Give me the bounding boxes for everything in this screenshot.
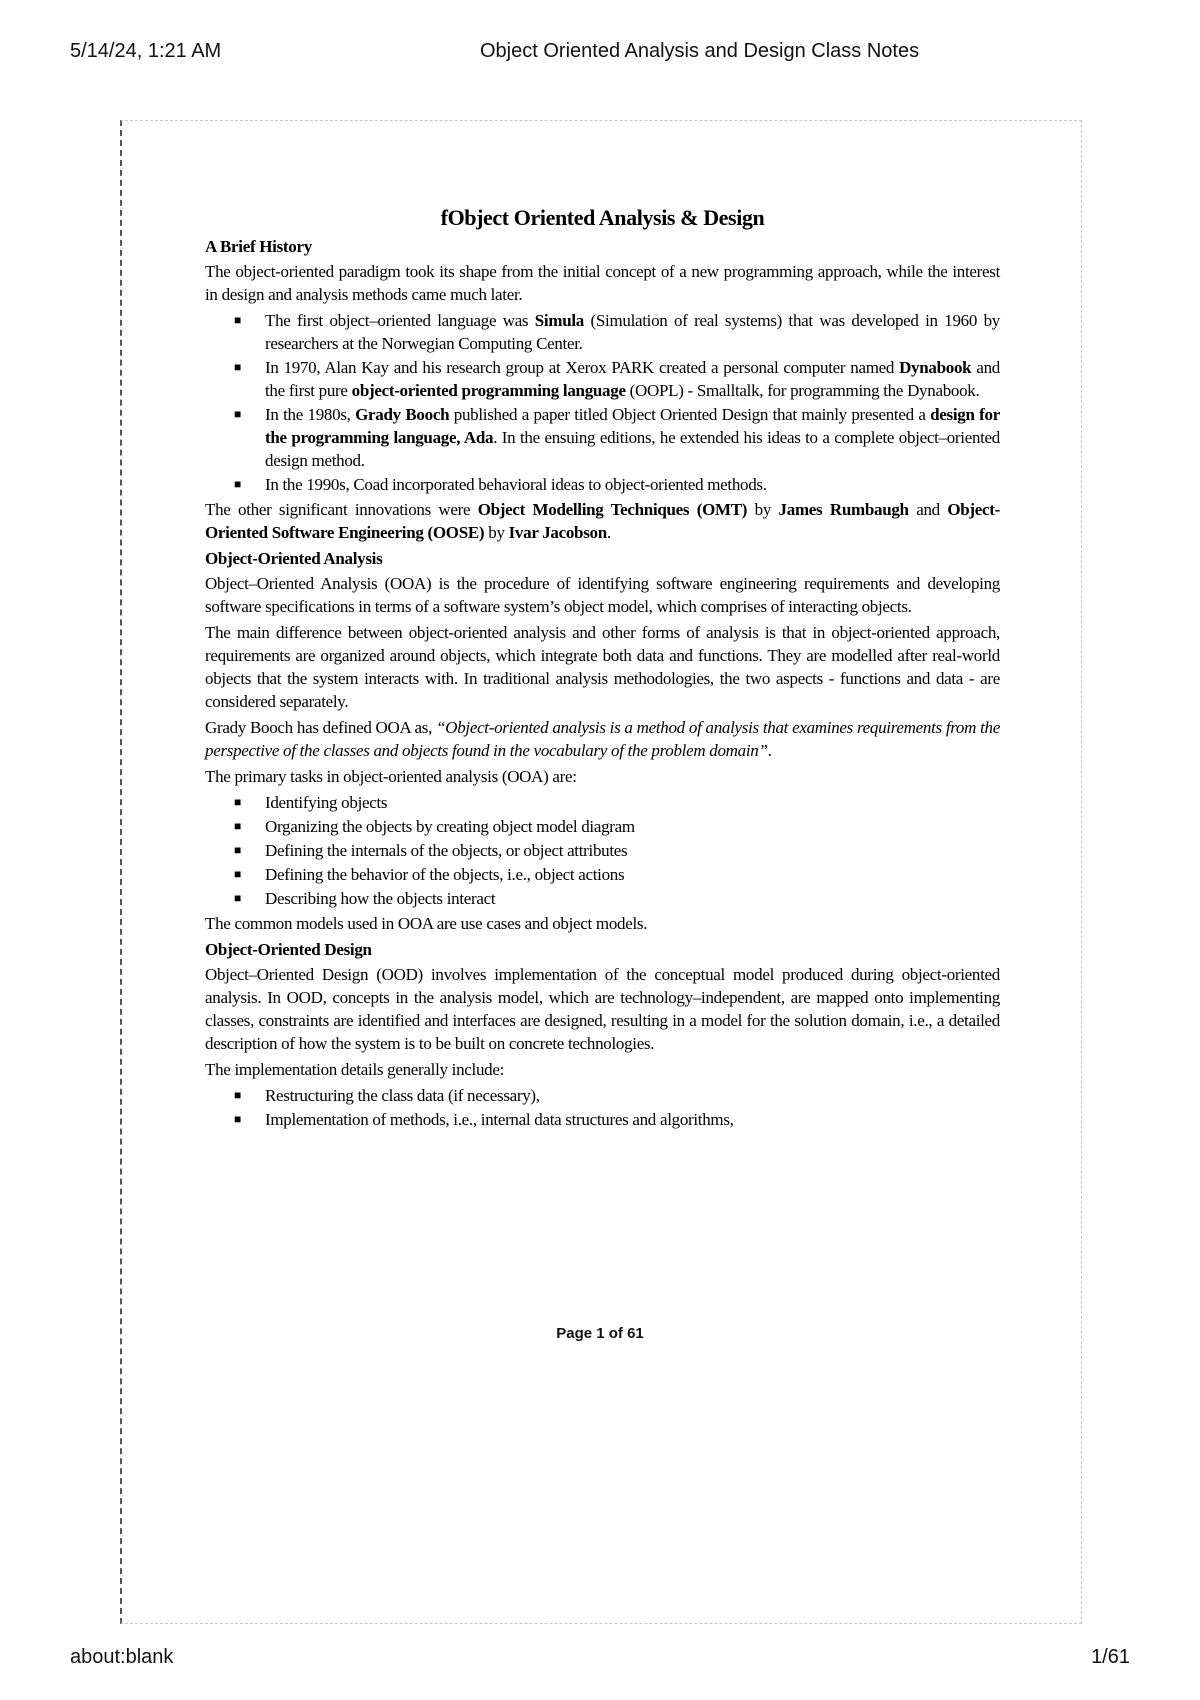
section-heading-ooa: Object-Oriented Analysis <box>205 549 383 568</box>
section-heading-history: A Brief History <box>205 237 312 256</box>
ooa-task-list <box>205 791 1000 910</box>
ooa-paragraph-2: The main difference between object-oriented analysis and other forms of analysis is that in object-oriented approach, requirements are organized around objects, which integrate both data and functions. They are modelled after real-world objects that the system interacts with. In traditional analysis methodologies, the two aspects - functions and data - are considered separately. <box>205 623 1000 711</box>
ood-paragraph-1: Object–Oriented Design (OOD) involves implementation of the conceptual model produced during object-oriented analysis. In OOD, concepts in the analysis model, which are technology–independent, are mapped onto implementing classes, constraints are identified and interfaces are designed, resulting in a model for the solution domain, i.e., a detailed description of how the system is to be built on concrete technologies. <box>205 965 1000 1053</box>
square-bullet-icon: ■ <box>234 891 241 905</box>
list-item: ■ Defining the behavior of the objects, i.e., object actions <box>234 865 625 884</box>
square-bullet-icon: ■ <box>234 1088 241 1102</box>
ooa-paragraph-1: Object–Oriented Analysis (OOA) is the procedure of identifying software engineering requirements and developing software specifications in terms of a software system’s object model, which comprises of interacting objects. <box>205 574 1000 616</box>
square-bullet-icon: ■ <box>234 795 241 809</box>
list-item: ■ The first object–oriented language was Simula (Simulation of real systems) that was developed in 1960 by researchers at the Norwegian Computing Center. <box>234 311 1000 353</box>
list-item: ■ Identifying objects <box>234 793 388 812</box>
print-url: about:blank <box>70 1646 174 1668</box>
ooa-tasks-intro: The primary tasks in object-oriented analysis (OOA) are: <box>205 767 577 786</box>
list-item: ■ Implementation of methods, i.e., internal data structures and algorithms, <box>234 1110 734 1129</box>
square-bullet-icon: ■ <box>234 819 241 833</box>
list-item: ■ Defining the internals of the objects, or object attributes <box>234 841 628 860</box>
square-bullet-icon: ■ <box>234 867 241 881</box>
document-body <box>205 203 1000 1133</box>
print-header <box>0 40 1200 70</box>
square-bullet-icon: ■ <box>234 477 241 491</box>
list-item: ■ In 1970, Alan Kay and his research group at Xerox PARK created a personal computer named Dynabook and the first pure object-oriented programming language (OOPL) - Smalltalk, for programming the Dynabook. <box>234 358 1000 400</box>
list-item: ■ Organizing the objects by creating object model diagram <box>234 817 635 836</box>
print-page-count: 1/61 <box>1091 1646 1130 1668</box>
list-item: ■ Describing how the objects interact <box>234 889 496 908</box>
section-heading-ood: Object-Oriented Design <box>205 940 372 959</box>
print-footer <box>0 1646 1200 1676</box>
print-page-title: Object Oriented Analysis and Design Class Notes <box>480 40 920 62</box>
document-title: fObject Oriented Analysis & Design <box>440 205 765 230</box>
square-bullet-icon: ■ <box>234 407 241 421</box>
print-datetime: 5/14/24, 1:21 AM <box>70 40 222 62</box>
history-other-innovations: The other significant innovations were Object Modelling Techniques (OMT) by James Rumbaugh and Object-Oriented Software Engineering (OOSE) by Ivar Jacobson. <box>205 500 1000 542</box>
square-bullet-icon: ■ <box>234 313 241 327</box>
list-item: ■ In the 1990s, Coad incorporated behavioral ideas to object-oriented methods. <box>234 475 767 494</box>
list-item: ■ In the 1980s, Grady Booch published a paper titled Object Oriented Design that mainly presented a design for the programming language, Ada. In the ensuing editions, he extended his ideas to a complete object–oriented design method. <box>234 405 1001 470</box>
history-intro: The object-oriented paradigm took its shape from the initial concept of a new programming approach, while the interest in design and analysis methods came much later. <box>205 262 1000 304</box>
square-bullet-icon: ■ <box>234 843 241 857</box>
list-item: ■ Restructuring the class data (if necessary), <box>234 1086 540 1105</box>
square-bullet-icon: ■ <box>234 360 241 374</box>
ooa-booch-definition: Grady Booch has defined OOA as, “Object-oriented analysis is a method of analysis that examines requirements from the perspective of the classes and objects found in the vocabulary of the problem domain”. <box>205 718 1000 760</box>
ooa-common-models: The common models used in OOA are use cases and object models. <box>205 914 648 933</box>
page-number-label: Page 1 of 61 <box>556 1325 644 1342</box>
history-bullet-list <box>205 309 1000 496</box>
ood-impl-list <box>205 1084 1000 1131</box>
ood-impl-intro: The implementation details generally include: <box>205 1060 505 1079</box>
square-bullet-icon: ■ <box>234 1112 241 1126</box>
